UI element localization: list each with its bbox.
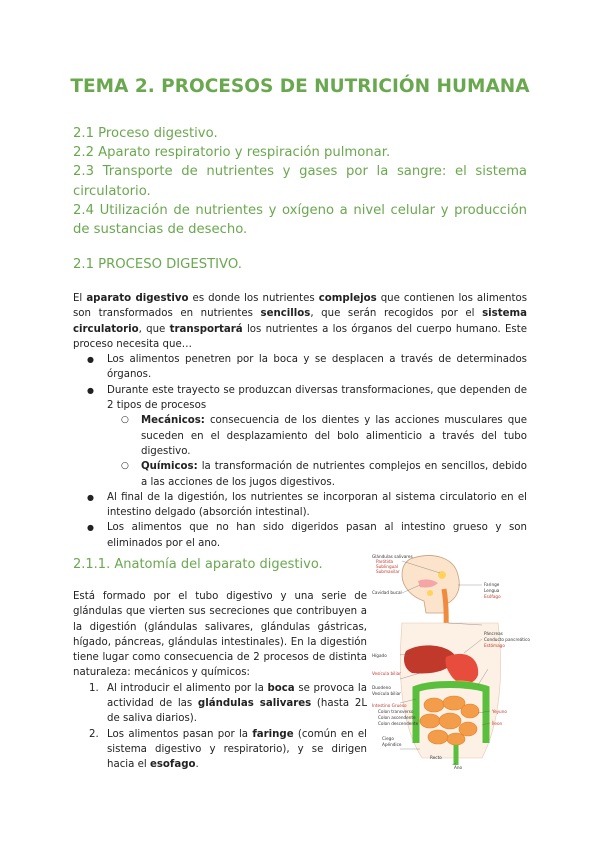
salivary-gland-shape — [427, 590, 433, 596]
process-bullet-list — [73, 352, 527, 551]
label-sublingual: Sublingual — [376, 564, 398, 569]
label-yeyuno: Yeyuno — [492, 709, 507, 714]
label-ileon: Íleon — [492, 721, 503, 726]
list-item: ● Durante este trayecto se produzcan diversas transformaciones, que dependen de 2 tipos de procesos ○ Mecánicos: consecuencia de los dientes y las acciones musculares que suceden en el desplazamiento del bolo alimenticio a través del tubo digestivo. ○ Químicos: la transformación de nutrientes complejos en sencillos, debido a las acciones de los jugos digestivos. — [73, 383, 527, 490]
label-higado: Hígado — [372, 653, 387, 658]
list-item: ● Los alimentos penetren por la boca y se desplacen a través de determinados órganos. — [73, 352, 527, 383]
label-lengua: Lengua — [484, 588, 500, 593]
sub-bullet-list — [107, 413, 527, 489]
label-ano: Ano — [454, 765, 463, 770]
intro-paragraph: El aparato digestivo es donde los nutrientes complejos que contienen los alimentos son transformados en nutrientes sencillos, que serán recogidos por el sistema circulatorio, que transportará los nutrientes a los órganos del cuerpo humano. Este proceso necesita que… — [73, 293, 527, 350]
list-item: 2. Los alimentos pasan por la faringe (común en el sistema digestivo y respiratorio), y se dirigen hacia el esofago. — [89, 728, 367, 771]
section-heading: 2.1 PROCESO DIGESTIVO. — [73, 257, 242, 272]
list-item: ○ Mecánicos: consecuencia de los dientes y las acciones musculares que suceden en el desplazamiento del bolo alimenticio a través del tubo digestivo. — [107, 413, 527, 459]
label-conducto: Conducto pancreático — [484, 637, 530, 642]
label-colon-ascendente: Colon ascendente — [378, 715, 416, 720]
toc-item: 2.3 Transporte de nutrientes y gases por la sangre: el sistema circulatorio. — [73, 164, 527, 199]
toc-item: 2.1 Proceso digestivo. — [73, 126, 218, 141]
label-cavidad: Cavidad bucal — [372, 590, 402, 595]
toc-item: 2.2 Aparato respiratorio y respiración pulmonar. — [73, 145, 391, 161]
toc-item: 2.4 Utilización de nutrientes y oxígeno a nivel celular y producción de sustancias de desecho. — [73, 202, 527, 238]
label-pancreas: Páncreas — [484, 631, 503, 636]
label-vesicula: Vesícula biliar — [372, 671, 401, 676]
label-estomago: Estómago — [484, 643, 505, 648]
salivary-gland-shape — [438, 571, 446, 579]
anatomy-section — [73, 589, 367, 773]
label-colon-transverso: Colon transverso — [378, 709, 414, 714]
label-faringe: Faringe — [484, 582, 500, 587]
label-conducto-biliar: Vesícula biliar — [372, 691, 401, 696]
list-item: 1. Al introducir el alimento por la boca se provoca la actividad de las glándulas salivares (hasta 2L de saliva diarios). — [89, 682, 368, 725]
label-submaxilar: Submaxilar — [376, 569, 400, 574]
list-item: ● Al final de la digestión, los nutrientes se incorporan al sistema circulatorio en el intestino delgado (absorción intestinal). — [73, 490, 527, 521]
label-ciego: Ciego — [382, 736, 394, 741]
anatomy-paragraph: Está formado por el tubo digestivo y una serie de glándulas que vierten sus secreciones que contribuyen a la digestión (glándulas salivares, glándulas gástricas, hígado, páncreas, glándulas intestinales). En la digestión tiene lugar como consecuencia de 2 procesos de distinta naturaleza: mecánicos y químicos: — [73, 591, 367, 679]
label-parotida: Parótida — [376, 559, 394, 564]
list-item: ○ Químicos: la transformación de nutrientes complejos en sencillos, debido a las acciones de los jugos digestivos. — [107, 459, 527, 490]
digestive-system-figure — [372, 553, 530, 771]
label-recto: Recto — [430, 755, 442, 760]
label-apendice: Apéndice — [382, 742, 402, 747]
digestive-system-illustration — [372, 553, 530, 771]
page-title: TEMA 2. PROCESOS DE NUTRICIÓN HUMANA — [70, 76, 530, 97]
numbered-list — [73, 681, 367, 773]
subsection-heading: 2.1.1. Anatomía del aparato digestivo. — [73, 557, 323, 572]
label-esofago: Esófago — [484, 594, 501, 599]
label-colon-descendente: Colon descendente — [378, 721, 419, 726]
label-duodeno: Duodeno — [372, 685, 391, 690]
label-intestino-grueso: Intestino Grueso — [372, 703, 407, 708]
table-of-contents — [73, 124, 527, 239]
intro-section — [73, 291, 527, 551]
label-glandulas: Glándulas salivares — [372, 554, 413, 559]
list-item: ● Los alimentos que no han sido digeridos pasan al intestino grueso y son eliminados por el ano. — [73, 520, 527, 551]
